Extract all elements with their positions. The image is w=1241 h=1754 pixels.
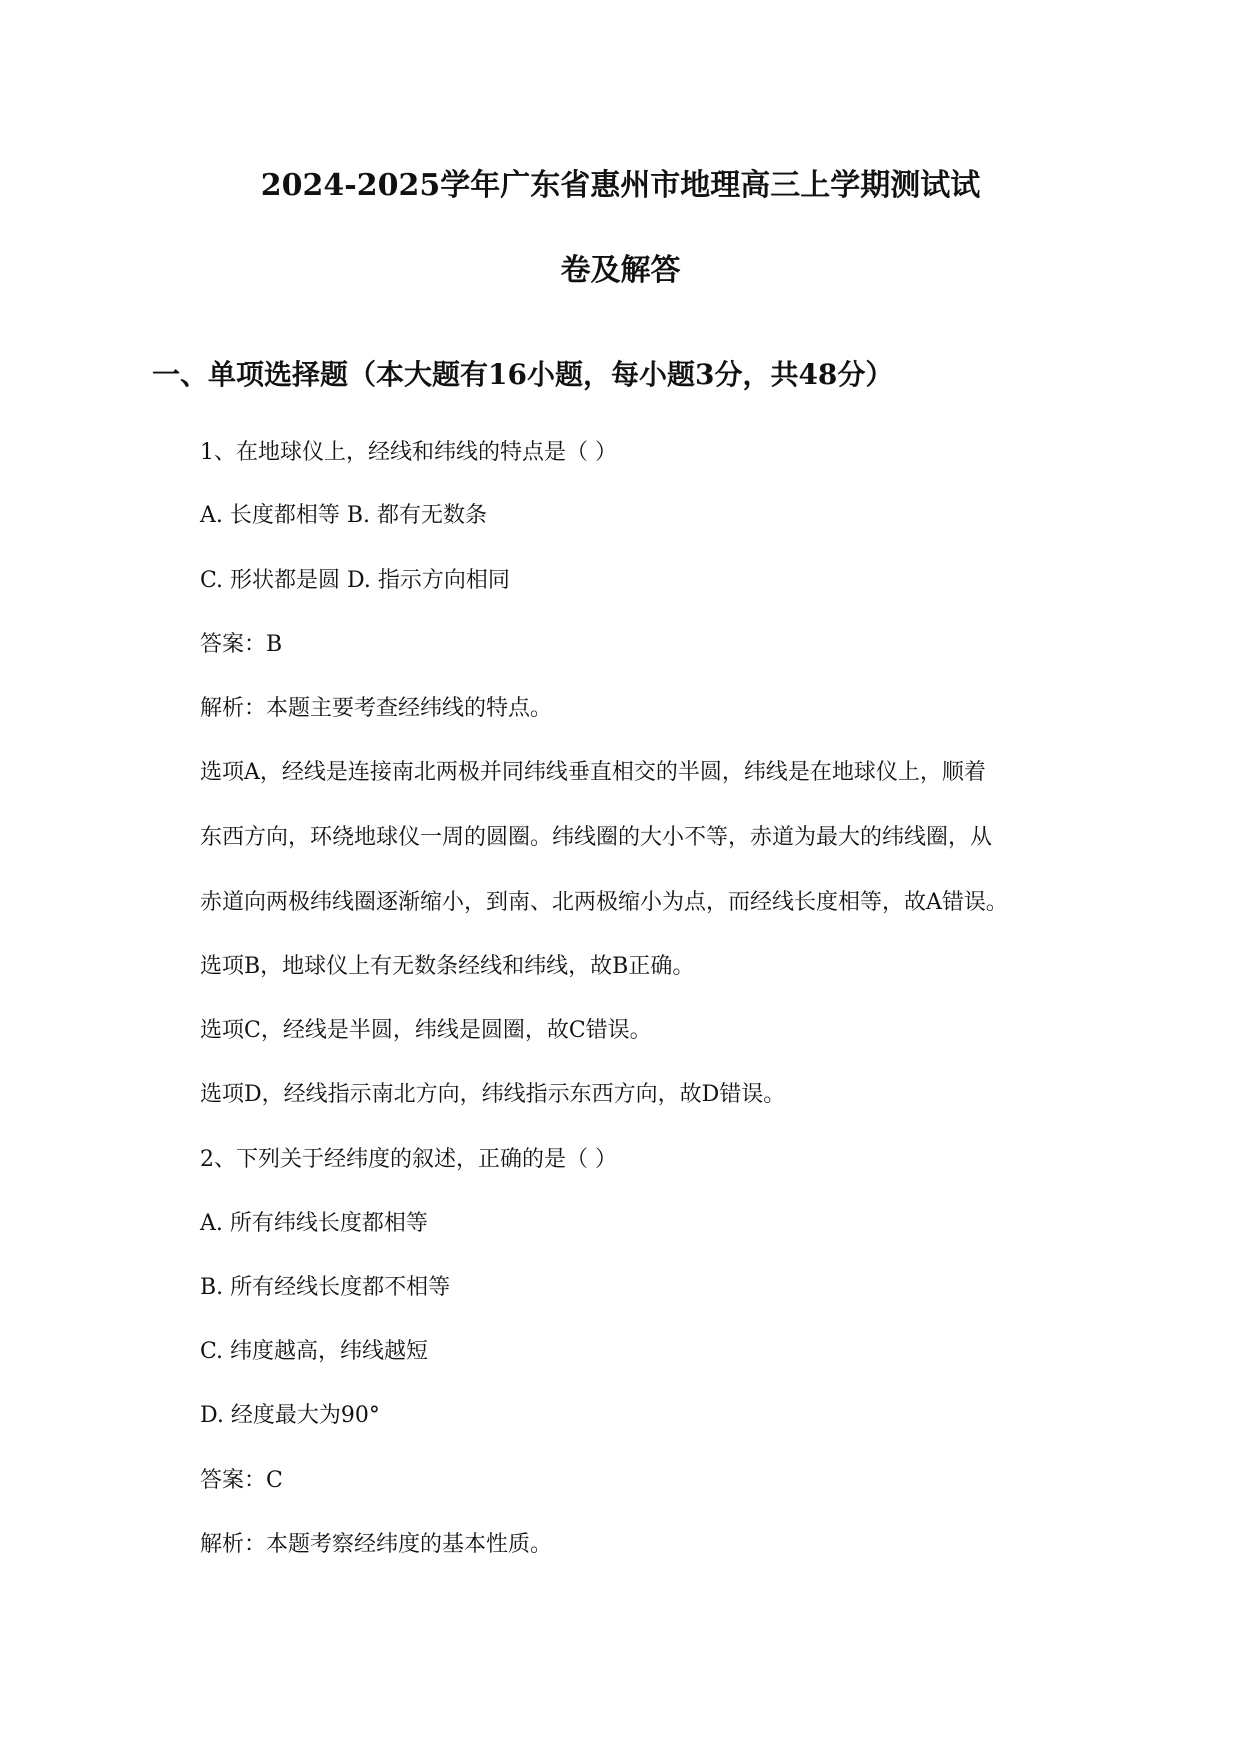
question-1-analysis-line: 赤道向两极纬线圈逐渐缩小，到南、北两极缩小为点，而经线长度相等，故A错误。 [200,890,1008,915]
question-1-answer: 答案：B [200,632,283,657]
question-1-analysis-line: 选项A，经线是连接南北两极并同纬线垂直相交的半圆，纬线是在地球仪上，顺着 [200,760,986,785]
question-2-answer: 答案：C [200,1468,283,1493]
question-1-analysis-line: 选项D，经线指示南北方向，纬线指示东西方向，故D错误。 [200,1082,786,1107]
question-2-stem: 2、下列关于经纬度的叙述，正确的是（ ） [200,1147,617,1172]
question-1-analysis-line: 选项C，经线是半圆，纬线是圆圈，故C错误。 [200,1018,652,1043]
question-1-analysis-line: 东西方向，环绕地球仪一周的圆圈。纬线圈的大小不等，赤道为最大的纬线圈，从 [200,825,993,850]
question-2-option-c: C. 纬度越高，纬线越短 [200,1339,429,1364]
question-2-option-d: D. 经度最大为90° [200,1403,380,1428]
document-title-line-2: 卷及解答 [560,253,681,288]
question-1-options-row-1: A. 长度都相等 B. 都有无数条 [200,503,488,528]
question-2-analysis-intro: 解析：本题考察经纬度的基本性质。 [200,1532,553,1557]
question-1-analysis-intro: 解析：本题主要考查经纬线的特点。 [200,696,553,721]
question-1-stem: 1、在地球仪上，经线和纬线的特点是（ ） [200,440,617,465]
question-1-options-row-2: C. 形状都是圆 D. 指示方向相同 [200,568,510,593]
document-title-line-1: 2024-2025学年广东省惠州市地理高三上学期测试试 [260,168,981,203]
section-heading: 一、单项选择题（本大题有16小题，每小题3分，共48分） [152,358,894,391]
question-2-option-a: A. 所有纬线长度都相等 [200,1211,428,1236]
question-1-analysis-line: 选项B，地球仪上有无数条经线和纬线，故B正确。 [200,954,695,979]
question-2-option-b: B. 所有经线长度都不相等 [200,1275,451,1300]
